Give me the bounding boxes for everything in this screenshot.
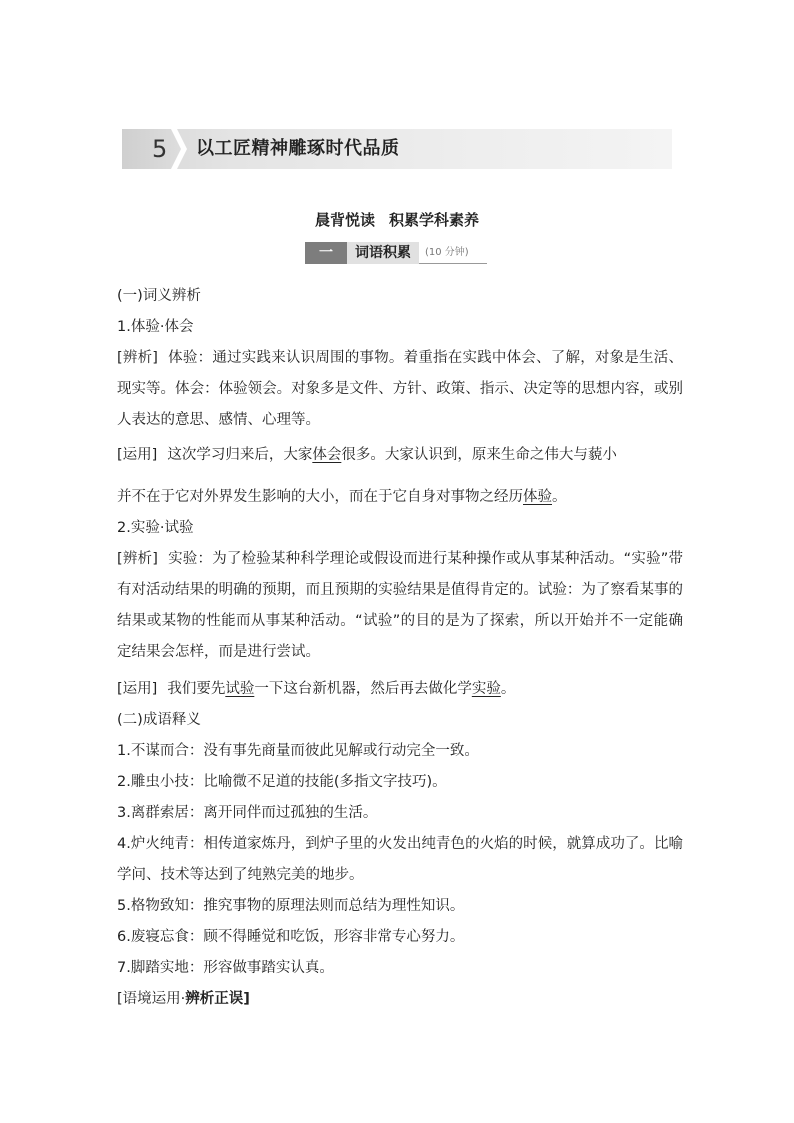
- lesson-number-block: [122, 129, 177, 169]
- subsection-time: (10 分钟): [419, 242, 487, 264]
- section-title-left: 晨背悦读: [314, 211, 375, 229]
- lesson-number: 5: [152, 135, 168, 163]
- item2-analysis-text: 实验：为了检验某种科学理论或假设而进行某种操作或从事某种活动。“实验”带有对活动结果的明确的预期，而且预期的实验结果是值得肯定的。试验：为了察看某事的结果或某物的性能而从事某种活动。“试验”的目的是为了探索，所以开始并不一定能确定结果会怎样，而是进行尝试。: [117, 551, 683, 660]
- item1-usage-cont: [117, 482, 683, 513]
- item2-analysis: [117, 544, 683, 668]
- context-usage-heading: [117, 984, 683, 1015]
- context-heading-part1: [语境运用·: [117, 991, 186, 1007]
- usage-text: 我们要先: [167, 681, 226, 697]
- usage-text: 。: [552, 489, 567, 505]
- usage-text: 一下这台新机器，然后再去做化学: [254, 681, 472, 697]
- lesson-banner: [122, 129, 672, 169]
- idiom-item: 2.雕虫小技：比喻微不足道的技能(多指文字技巧)。: [117, 774, 447, 790]
- idiom-item: 7.脚踏实地：形容做事踏实认真。: [117, 960, 334, 976]
- idiom-item: 3.离群索居：离开同伴而过孤独的生活。: [117, 805, 378, 821]
- idiom-item: 6.废寝忘食：顾不得睡觉和吃饭，形容非常专心努力。: [117, 929, 465, 945]
- underlined-word: 试验: [225, 681, 255, 697]
- usage-text: 。: [500, 681, 516, 697]
- idiom-item: 1.不谋而合：没有事先商量而彼此见解或行动完全一致。: [117, 743, 479, 759]
- analysis-label: [辨析]: [117, 350, 158, 366]
- part2-heading: (二)成语释义: [117, 712, 201, 728]
- section-title-right: 积累学科素养: [389, 211, 480, 229]
- idiom-item: 5.格物致知：推究事物的原理法则而总结为理性知识。: [117, 898, 465, 914]
- usage-text: 并不在于它对外界发生影响的大小，而在于它自身对事物之经历: [117, 489, 523, 505]
- usage-label: [运用]: [117, 447, 158, 463]
- subsection-tag: [305, 242, 487, 264]
- item1-title: 1.体验·体会: [117, 319, 194, 335]
- item1-usage: [117, 442, 683, 469]
- context-heading-part2: 辨析正误]: [185, 991, 250, 1007]
- lesson-title: 以工匠精神雕琢时代品质: [196, 138, 400, 159]
- part1-heading: (一)词义辨析: [117, 288, 201, 304]
- underlined-word: 体会: [312, 447, 342, 463]
- usage-label: [运用]: [117, 681, 158, 697]
- usage-text: 这次学习归来后，大家: [167, 447, 313, 463]
- underlined-word: 实验: [471, 681, 501, 697]
- item2-usage: [117, 674, 683, 705]
- section-title: [0, 210, 794, 230]
- item2-title: 2.实验·试验: [117, 520, 194, 536]
- underlined-word: 体验: [523, 489, 552, 505]
- item1-analysis: [117, 343, 683, 436]
- chevron-right-icon: [171, 129, 187, 169]
- subsection-label: 词语积累: [347, 242, 419, 264]
- subsection-number: 一: [305, 242, 347, 264]
- usage-text: 很多。大家认识到，原来生命之伟大与藐小: [341, 447, 617, 463]
- analysis-label: [辨析]: [117, 551, 158, 567]
- main-content: [117, 281, 683, 1015]
- item1-analysis-text: 体验：通过实践来认识周围的事物。着重指在实践中体会、了解，对象是生活、现实等。体会：体验领会。对象多是文件、方针、政策、指示、决定等的思想内容，或别人表达的意思、感情、心理等。: [117, 350, 683, 428]
- idiom-item: 4.炉火纯青：相传道家炼丹，到炉子里的火发出纯青色的火焰的时候，就算成功了。比喻学问、技术等达到了纯熟完美的地步。: [117, 836, 683, 883]
